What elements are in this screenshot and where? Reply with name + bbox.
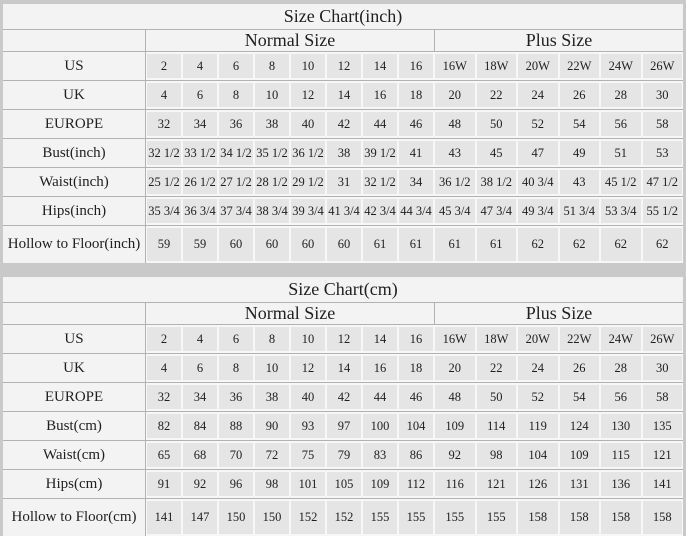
size-cell: 41 <box>399 141 433 165</box>
size-cell: 14 <box>327 356 361 380</box>
size-chart-inch-table <box>3 4 683 263</box>
size-cell: 35 3/4 <box>147 199 181 223</box>
size-cell: 116 <box>435 472 475 496</box>
size-cell: 8 <box>219 83 253 107</box>
table-title: Size Chart(cm) <box>3 277 683 302</box>
row-label: US <box>3 52 146 80</box>
size-cell: 32 <box>147 112 181 136</box>
size-cell: 26W <box>643 327 683 351</box>
size-cell: 155 <box>435 501 475 534</box>
size-cell: 14 <box>363 54 397 78</box>
size-cell: 152 <box>327 501 361 534</box>
size-cell: 45 1/2 <box>601 170 641 194</box>
size-cell: 16 <box>363 83 397 107</box>
row-label: US <box>3 325 146 353</box>
size-cell: 42 <box>327 385 361 409</box>
size-cell: 18W <box>477 54 517 78</box>
size-cell: 115 <box>601 443 641 467</box>
size-cell: 40 3/4 <box>518 170 558 194</box>
size-cell: 36 <box>219 112 253 136</box>
size-cell: 98 <box>477 443 517 467</box>
table-row <box>3 440 683 469</box>
size-cell: 119 <box>518 414 558 438</box>
size-cell: 121 <box>477 472 517 496</box>
size-cell: 158 <box>518 501 558 534</box>
size-cell: 126 <box>518 472 558 496</box>
size-cell: 8 <box>255 327 289 351</box>
size-cell: 28 1/2 <box>255 170 289 194</box>
size-cell: 32 1/2 <box>363 170 397 194</box>
size-cell: 61 <box>477 228 517 261</box>
size-cell: 92 <box>435 443 475 467</box>
size-cell: 131 <box>560 472 600 496</box>
size-cell: 38 <box>255 385 289 409</box>
size-cell: 109 <box>435 414 475 438</box>
size-cell: 12 <box>327 54 361 78</box>
size-cell: 61 <box>363 228 397 261</box>
size-cell: 6 <box>219 327 253 351</box>
size-cell: 59 <box>147 228 181 261</box>
size-cell: 16 <box>363 356 397 380</box>
size-cell: 4 <box>147 83 181 107</box>
size-cell: 16 <box>399 327 433 351</box>
row-label: UK <box>3 81 146 109</box>
size-cell: 44 <box>363 385 397 409</box>
size-cell: 30 <box>643 356 683 380</box>
size-cell: 44 <box>363 112 397 136</box>
size-cell: 101 <box>291 472 325 496</box>
size-cell: 36 1/2 <box>435 170 475 194</box>
table-row <box>3 411 683 440</box>
table-row <box>3 469 683 498</box>
size-cell: 26 <box>560 83 600 107</box>
size-cell: 46 <box>399 112 433 136</box>
size-cell: 39 1/2 <box>363 141 397 165</box>
size-cell: 152 <box>291 501 325 534</box>
size-cell: 40 <box>291 112 325 136</box>
size-cell: 36 3/4 <box>183 199 217 223</box>
size-cell: 22 <box>477 83 517 107</box>
row-label: Bust(inch) <box>3 139 146 167</box>
size-cell: 34 <box>399 170 433 194</box>
size-cell: 62 <box>560 228 600 261</box>
size-cell: 24 <box>518 83 558 107</box>
size-cell: 6 <box>183 83 217 107</box>
size-cell: 60 <box>219 228 253 261</box>
size-cell: 24W <box>601 327 641 351</box>
size-cell: 53 <box>643 141 683 165</box>
size-cell: 45 <box>477 141 517 165</box>
table-row <box>3 196 683 225</box>
size-cell: 56 <box>601 385 641 409</box>
size-cell: 24 <box>518 356 558 380</box>
size-cell: 158 <box>601 501 641 534</box>
size-cell: 52 <box>518 385 558 409</box>
size-cell: 98 <box>255 472 289 496</box>
size-cell: 109 <box>560 443 600 467</box>
size-cell: 14 <box>327 83 361 107</box>
size-cell: 158 <box>560 501 600 534</box>
size-cell: 14 <box>363 327 397 351</box>
size-cell: 104 <box>399 414 433 438</box>
size-cell: 18 <box>399 356 433 380</box>
size-cell: 18 <box>399 83 433 107</box>
column-group-header-row <box>3 29 683 51</box>
size-cell: 114 <box>477 414 517 438</box>
size-cell: 97 <box>327 414 361 438</box>
size-cell: 16W <box>435 327 475 351</box>
size-cell: 37 3/4 <box>219 199 253 223</box>
size-cell: 50 <box>477 112 517 136</box>
size-cell: 60 <box>291 228 325 261</box>
table-row <box>3 109 683 138</box>
size-cell: 150 <box>219 501 253 534</box>
size-cell: 136 <box>601 472 641 496</box>
size-cell: 150 <box>255 501 289 534</box>
size-cell: 56 <box>601 112 641 136</box>
size-cell: 4 <box>183 54 217 78</box>
column-group-header-row <box>3 302 683 324</box>
size-cell: 49 3/4 <box>518 199 558 223</box>
size-cell: 61 <box>435 228 475 261</box>
size-cell: 43 <box>560 170 600 194</box>
size-cell: 43 <box>435 141 475 165</box>
size-cell: 51 <box>601 141 641 165</box>
size-cell: 38 <box>327 141 361 165</box>
size-cell: 51 3/4 <box>560 199 600 223</box>
size-cell: 121 <box>643 443 683 467</box>
size-cell: 41 3/4 <box>327 199 361 223</box>
size-cell: 58 <box>643 385 683 409</box>
size-cell: 62 <box>601 228 641 261</box>
group-header-plus-size: Plus Size <box>434 303 683 324</box>
size-cell: 10 <box>291 54 325 78</box>
row-label: Waist(inch) <box>3 168 146 196</box>
size-cell: 47 1/2 <box>643 170 683 194</box>
size-cell: 49 <box>560 141 600 165</box>
size-cell: 93 <box>291 414 325 438</box>
row-label: EUROPE <box>3 110 146 138</box>
size-cell: 130 <box>601 414 641 438</box>
size-cell: 20 <box>435 356 475 380</box>
size-cell: 59 <box>183 228 217 261</box>
size-cell: 39 3/4 <box>291 199 325 223</box>
size-cell: 12 <box>291 356 325 380</box>
size-cell: 42 3/4 <box>363 199 397 223</box>
size-cell: 48 <box>435 385 475 409</box>
size-cell: 34 <box>183 112 217 136</box>
table-title: Size Chart(inch) <box>3 4 683 29</box>
corner-spacer-cell <box>3 303 146 324</box>
table-row <box>3 498 683 536</box>
size-cell: 25 1/2 <box>147 170 181 194</box>
size-cell: 54 <box>560 112 600 136</box>
size-cell: 42 <box>327 112 361 136</box>
size-cell: 82 <box>147 414 181 438</box>
size-cell: 70 <box>219 443 253 467</box>
size-cell: 16W <box>435 54 475 78</box>
size-cell: 32 1/2 <box>147 141 181 165</box>
size-cell: 68 <box>183 443 217 467</box>
size-cell: 4 <box>147 356 181 380</box>
row-label: Hollow to Floor(cm) <box>3 499 146 536</box>
size-cell: 86 <box>399 443 433 467</box>
size-cell: 22W <box>560 327 600 351</box>
size-cell: 26 1/2 <box>183 170 217 194</box>
size-cell: 36 <box>219 385 253 409</box>
size-cell: 6 <box>219 54 253 78</box>
group-header-plus-size: Plus Size <box>434 30 683 51</box>
size-cell: 72 <box>255 443 289 467</box>
size-cell: 60 <box>327 228 361 261</box>
table-title-row <box>3 277 683 302</box>
size-cell: 30 <box>643 83 683 107</box>
size-cell: 28 <box>601 356 641 380</box>
size-cell: 34 1/2 <box>219 141 253 165</box>
size-cell: 62 <box>518 228 558 261</box>
row-label: Hips(inch) <box>3 197 146 225</box>
size-cell: 46 <box>399 385 433 409</box>
size-cell: 2 <box>147 327 181 351</box>
table-row <box>3 225 683 263</box>
size-cell: 27 1/2 <box>219 170 253 194</box>
row-label: Waist(cm) <box>3 441 146 469</box>
size-cell: 58 <box>643 112 683 136</box>
row-label: Hips(cm) <box>3 470 146 498</box>
table-row <box>3 353 683 382</box>
size-cell: 88 <box>219 414 253 438</box>
table-body <box>3 51 683 263</box>
size-cell: 24W <box>601 54 641 78</box>
size-cell: 20 <box>435 83 475 107</box>
size-cell: 65 <box>147 443 181 467</box>
size-cell: 104 <box>518 443 558 467</box>
size-cell: 91 <box>147 472 181 496</box>
size-cell: 47 3/4 <box>477 199 517 223</box>
size-cell: 20W <box>518 327 558 351</box>
table-body <box>3 324 683 536</box>
table-row <box>3 324 683 353</box>
size-cell: 10 <box>255 356 289 380</box>
size-cell: 8 <box>219 356 253 380</box>
group-header-normal-size: Normal Size <box>146 303 434 324</box>
size-cell: 38 1/2 <box>477 170 517 194</box>
size-cell: 20W <box>518 54 558 78</box>
size-cell: 62 <box>643 228 683 261</box>
row-label: EUROPE <box>3 383 146 411</box>
size-cell: 48 <box>435 112 475 136</box>
table-row <box>3 80 683 109</box>
size-cell: 45 3/4 <box>435 199 475 223</box>
table-title-row <box>3 4 683 29</box>
size-cell: 26 <box>560 356 600 380</box>
size-cell: 155 <box>477 501 517 534</box>
size-cell: 40 <box>291 385 325 409</box>
size-cell: 35 1/2 <box>255 141 289 165</box>
size-cell: 53 3/4 <box>601 199 641 223</box>
size-cell: 22 <box>477 356 517 380</box>
size-cell: 135 <box>643 414 683 438</box>
size-cell: 31 <box>327 170 361 194</box>
size-cell: 92 <box>183 472 217 496</box>
size-cell: 52 <box>518 112 558 136</box>
size-cell: 4 <box>183 327 217 351</box>
table-row <box>3 138 683 167</box>
row-label: Hollow to Floor(inch) <box>3 226 146 263</box>
size-cell: 34 <box>183 385 217 409</box>
size-cell: 83 <box>363 443 397 467</box>
row-label: Bust(cm) <box>3 412 146 440</box>
size-cell: 18W <box>477 327 517 351</box>
size-cell: 50 <box>477 385 517 409</box>
size-cell: 54 <box>560 385 600 409</box>
size-cell: 61 <box>399 228 433 261</box>
size-cell: 38 <box>255 112 289 136</box>
size-cell: 12 <box>291 83 325 107</box>
group-header-normal-size: Normal Size <box>146 30 434 51</box>
corner-spacer-cell <box>3 30 146 51</box>
size-cell: 16 <box>399 54 433 78</box>
size-cell: 8 <box>255 54 289 78</box>
size-cell: 60 <box>255 228 289 261</box>
size-cell: 155 <box>363 501 397 534</box>
table-row <box>3 51 683 80</box>
size-cell: 26W <box>643 54 683 78</box>
size-cell: 100 <box>363 414 397 438</box>
size-cell: 141 <box>643 472 683 496</box>
size-cell: 33 1/2 <box>183 141 217 165</box>
size-cell: 141 <box>147 501 181 534</box>
size-cell: 96 <box>219 472 253 496</box>
size-cell: 22W <box>560 54 600 78</box>
size-cell: 47 <box>518 141 558 165</box>
size-cell: 44 3/4 <box>399 199 433 223</box>
size-cell: 84 <box>183 414 217 438</box>
size-cell: 36 1/2 <box>291 141 325 165</box>
size-cell: 38 3/4 <box>255 199 289 223</box>
size-cell: 109 <box>363 472 397 496</box>
size-cell: 28 <box>601 83 641 107</box>
size-cell: 90 <box>255 414 289 438</box>
size-cell: 55 1/2 <box>643 199 683 223</box>
size-cell: 10 <box>291 327 325 351</box>
size-cell: 29 1/2 <box>291 170 325 194</box>
size-cell: 112 <box>399 472 433 496</box>
size-cell: 2 <box>147 54 181 78</box>
size-cell: 12 <box>327 327 361 351</box>
size-cell: 155 <box>399 501 433 534</box>
size-cell: 147 <box>183 501 217 534</box>
size-cell: 6 <box>183 356 217 380</box>
row-label: UK <box>3 354 146 382</box>
table-row <box>3 167 683 196</box>
size-chart-cm-table <box>3 277 683 536</box>
size-cell: 105 <box>327 472 361 496</box>
table-row <box>3 382 683 411</box>
size-cell: 10 <box>255 83 289 107</box>
size-cell: 32 <box>147 385 181 409</box>
size-cell: 124 <box>560 414 600 438</box>
size-cell: 75 <box>291 443 325 467</box>
size-cell: 79 <box>327 443 361 467</box>
size-cell: 158 <box>643 501 683 534</box>
